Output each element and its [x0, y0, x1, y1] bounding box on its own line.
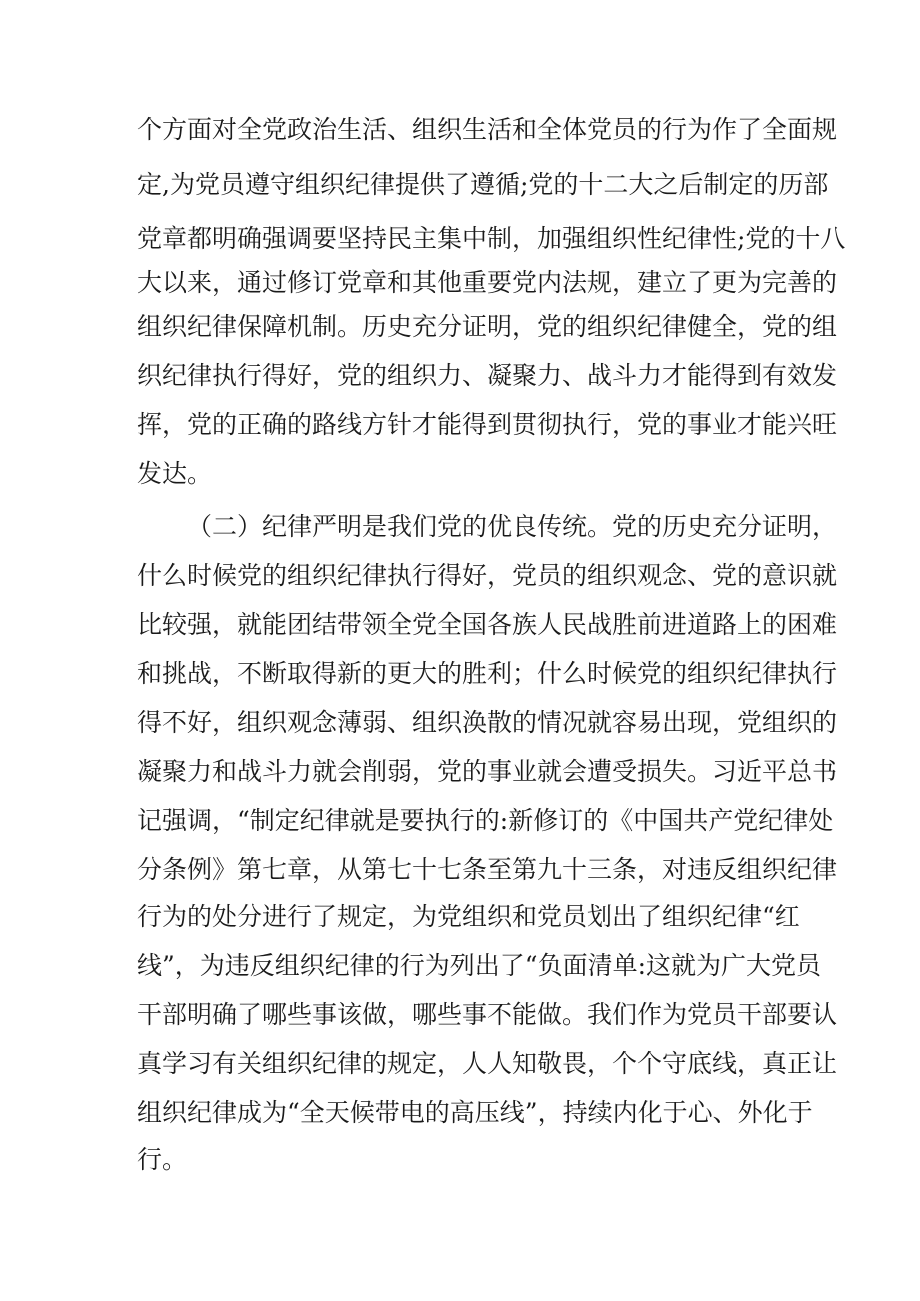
paragraph-2-line-11: 干部明确了哪些事该做，哪些事不能做。我们作为党员干部要认 — [137, 1000, 838, 1029]
paragraph-1-line-1: 个方面对全党政治生活、组织生活和全体党员的行为作了全面规 — [137, 115, 838, 144]
paragraph-1-line-6: 织纪律执行得好，党的组织力、凝聚力、战斗力才能得到有效发 — [137, 361, 838, 390]
paragraph-2-line-1: （二）纪律严明是我们党的优良传统。党的历史充分证明， — [187, 512, 838, 541]
paragraph-2-line-7: 记强调，“制定纪律就是要执行的:新修订的《中国共产党纪律处 — [137, 806, 834, 835]
paragraph-2-line-12: 真学习有关组织纪律的规定，人人知敬畏，个个守底线，真正让 — [137, 1049, 838, 1078]
paragraph-2-line-5: 得不好，组织观念薄弱、组织涣散的情况就容易出现，党组织的 — [137, 708, 838, 737]
paragraph-2-line-6: 凝聚力和战斗力就会削弱，党的事业就会遭受损失。习近平总书 — [137, 757, 838, 786]
paragraph-2-line-13: 组织纪律成为“全天候带电的高压线”，持续内化于心、外化于 — [137, 1098, 813, 1127]
paragraph-1-line-4: 大以来，通过修订党章和其他重要党内法规，建立了更为完善的 — [137, 268, 838, 297]
paragraph-2-line-3: 比较强，就能团结带领全党全国各族人民战胜前进道路上的困难 — [137, 610, 838, 639]
paragraph-1-line-3: 党章都明确强调要坚持民主集中制，加强组织性纪律性;党的十八 — [137, 224, 846, 253]
paragraph-1-line-8: 发达。 — [137, 459, 213, 488]
paragraph-1-line-5: 组织纪律保障机制。历史充分证明，党的组织纪律健全，党的组 — [137, 312, 838, 341]
paragraph-2-line-14: 行。 — [137, 1145, 188, 1174]
paragraph-2-line-2: 什么时候党的组织纪律执行得好，党员的组织观念、党的意识就 — [137, 561, 838, 590]
paragraph-2-line-9: 行为的处分进行了规定，为党组织和党员划出了组织纪律“红 — [137, 902, 800, 931]
paragraph-2-line-4: 和挑战，不断取得新的更大的胜利；什么时候党的组织纪律执行 — [137, 659, 838, 688]
paragraph-1-line-7: 挥，党的正确的路线方针才能得到贯彻执行，党的事业才能兴旺 — [137, 410, 838, 439]
paragraph-2-line-8: 分条例》第七章，从第七十七条至第九十三条，对违反组织纪律 — [137, 855, 838, 884]
paragraph-1-line-2: 定,为党员遵守组织纪律提供了遵循;党的十二大之后制定的历部 — [137, 170, 829, 199]
paragraph-2-line-10: 线”，为违反组织纪律的行为列出了“负面清单:这就为广大党员 — [137, 951, 821, 980]
